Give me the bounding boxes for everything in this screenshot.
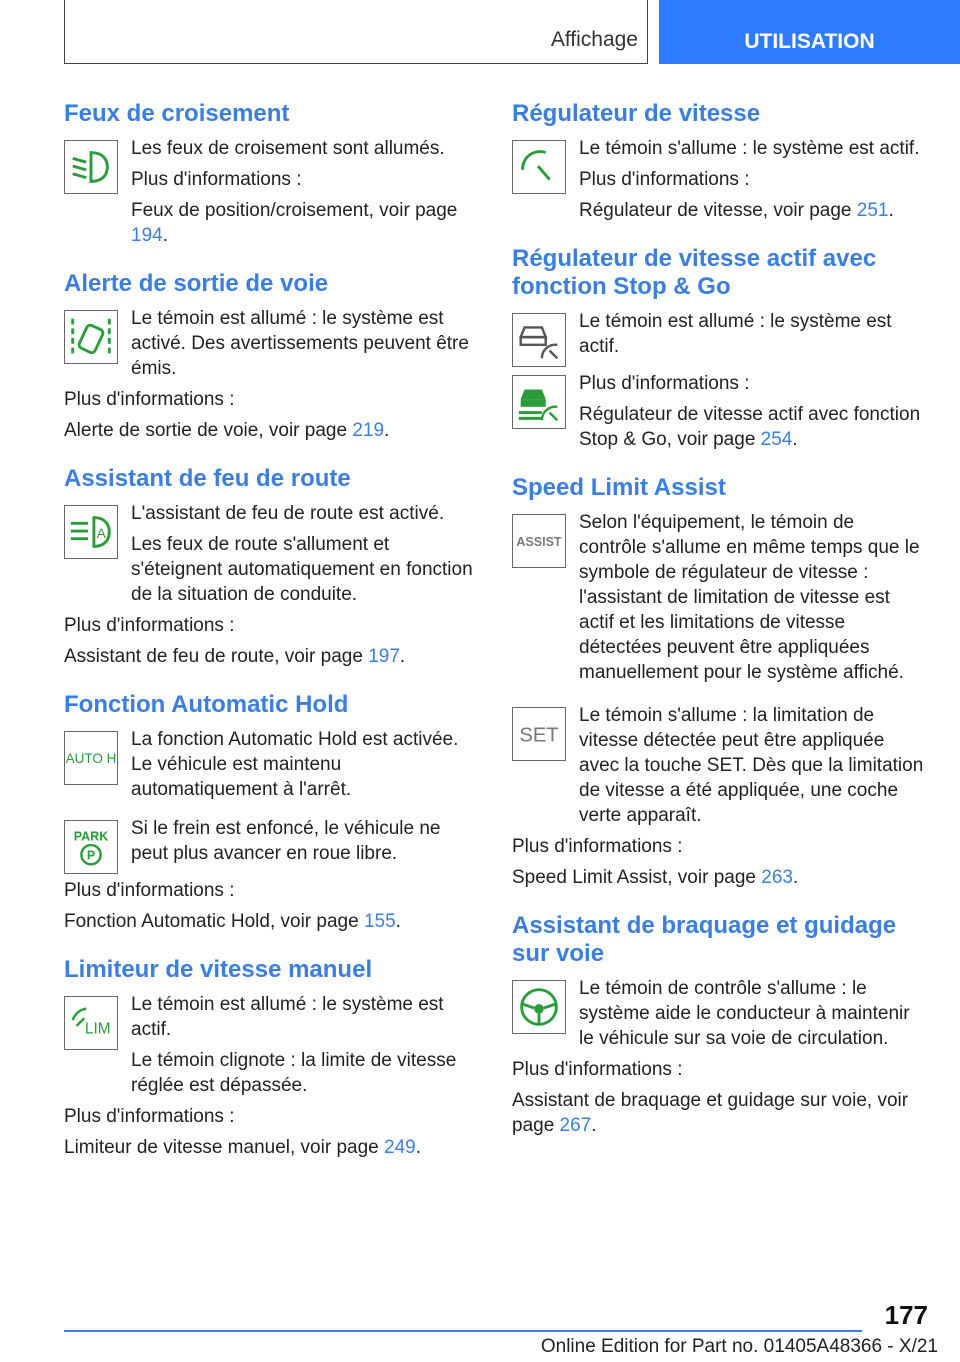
auto-hold-icon bbox=[64, 731, 118, 785]
section-title: Feux de croisement bbox=[64, 100, 290, 127]
footer-divider bbox=[64, 1330, 862, 1332]
indicator-row bbox=[512, 136, 924, 223]
header-tab[interactable]: UTILISATION bbox=[659, 0, 960, 64]
text: Plus d'informations : bbox=[512, 836, 683, 857]
section-title: Fonction Automatic Hold bbox=[64, 691, 349, 718]
page-number: 177 bbox=[884, 1300, 928, 1330]
text: Plus d'informations : bbox=[131, 169, 302, 190]
text bbox=[512, 1088, 924, 1138]
section-title: Assistant de feu de route bbox=[64, 465, 351, 492]
text: Plus d'informations : bbox=[64, 389, 235, 410]
page-link[interactable]: 263 bbox=[761, 867, 793, 888]
ref-text: Speed Limit Assist, voir page bbox=[512, 867, 762, 888]
indicator-row bbox=[512, 309, 924, 365]
header-section: Affichage bbox=[550, 28, 638, 51]
lane-departure-icon bbox=[64, 310, 118, 364]
page-link[interactable]: 249 bbox=[384, 1137, 416, 1158]
text: Le témoin de contrôle s'allume : le système aide le conducteur à maintenir le véhicule sur sa voie de circulation. bbox=[579, 978, 910, 1049]
indicator-row bbox=[64, 306, 476, 381]
text: Le témoin est allumé : le système est actif. bbox=[131, 994, 444, 1040]
assist-icon bbox=[512, 514, 566, 568]
text: Plus d'informations : bbox=[579, 169, 750, 190]
punct: . bbox=[399, 646, 406, 667]
text: Le témoin est allumé : le système est actif. bbox=[579, 311, 892, 357]
text: Le témoin s'allume : la limitation de vitesse détectée peut être appliquée avec la touche SET. Dès que la limitation de vitesse a été appliquée, une coche verte apparaît. bbox=[579, 705, 924, 826]
page-link[interactable]: 155 bbox=[363, 911, 396, 932]
icon-label: SET bbox=[519, 724, 559, 747]
limiter-icon bbox=[64, 996, 118, 1050]
section-title: Speed Limit Assist bbox=[512, 474, 726, 501]
text: La fonction Automatic Hold est activée. Le véhicule est maintenu automatiquement à l'arrêt. bbox=[131, 729, 459, 800]
ref-text: Limiteur de vitesse manuel, voir page bbox=[64, 1137, 384, 1158]
page-link[interactable]: 197 bbox=[368, 646, 400, 667]
punct: . bbox=[792, 429, 798, 450]
icon-label: PARK bbox=[73, 829, 109, 844]
text: Plus d'informations : bbox=[64, 880, 235, 901]
text bbox=[64, 418, 476, 443]
park-icon bbox=[64, 820, 118, 874]
ref-text: Assistant de braquage et guidage sur voie, voir page bbox=[512, 1090, 909, 1136]
ref-text: Feux de position/croisement, voir page bbox=[131, 200, 458, 221]
acc-stop-go-icon bbox=[512, 313, 566, 367]
icon-label: AUTO H bbox=[65, 750, 117, 766]
text: Le témoin clignote : la limite de vitesse réglée est dépassée. bbox=[131, 1050, 457, 1096]
page-link[interactable]: 254 bbox=[760, 429, 793, 450]
section-title: Limiteur de vitesse manuel bbox=[64, 956, 373, 983]
text: Selon l'équipement, le témoin de contrôle s'allume en même temps que le symbole de régulateur de vitesse : l'assistant de limitation de vitesse est actif et les limitations de vitesse détectées peuvent être appliquées manuellement pour le système affiché. bbox=[579, 512, 920, 683]
ref-text: Assistant de feu de route, voir page bbox=[64, 646, 369, 667]
text: Plus d'informations : bbox=[579, 373, 750, 394]
text bbox=[579, 402, 924, 452]
section-feux-croisement bbox=[64, 100, 476, 248]
section-title: Régulateur de vitesse bbox=[512, 100, 761, 127]
text bbox=[64, 909, 476, 934]
icon-label: ASSIST bbox=[516, 534, 562, 549]
section-regulateur-vitesse bbox=[512, 100, 924, 223]
ref-text: Fonction Automatic Hold, voir page bbox=[64, 911, 364, 932]
text bbox=[131, 198, 476, 248]
left-column bbox=[64, 100, 476, 1182]
indicator-row bbox=[64, 816, 476, 872]
indicator-row bbox=[64, 992, 476, 1098]
ref-text: Régulateur de vitesse actif avec fonction Stop & Go, voir page bbox=[579, 404, 921, 450]
section-title: Régulateur de vitesse actif avec fonction Stop & Go bbox=[512, 245, 877, 300]
section-speed-limit-assist bbox=[512, 474, 924, 890]
punct: . bbox=[384, 420, 390, 441]
icon-label: LIM bbox=[84, 1020, 111, 1038]
indicator-row bbox=[512, 976, 924, 1051]
text bbox=[512, 865, 924, 890]
footer-edition: Online Edition for Part no. 01405A48366 - X/21 bbox=[540, 1336, 938, 1357]
icon-label: P bbox=[86, 848, 96, 863]
text bbox=[579, 198, 924, 223]
text: Si le frein est enfoncé, le véhicule ne peut plus avancer en roue libre. bbox=[131, 818, 441, 864]
text: Plus d'informations : bbox=[512, 1059, 683, 1080]
page-link[interactable]: 219 bbox=[352, 420, 385, 441]
section-steering-assist bbox=[512, 912, 924, 1138]
punct: . bbox=[888, 200, 894, 221]
section-acc-stop-go bbox=[512, 245, 924, 452]
punct: . bbox=[415, 1137, 421, 1158]
ref-text: Régulateur de vitesse, voir page bbox=[579, 200, 857, 221]
indicator-row bbox=[512, 510, 924, 685]
indicator-row bbox=[512, 703, 924, 828]
text: Plus d'informations : bbox=[64, 615, 235, 636]
cruise-control-icon bbox=[512, 140, 566, 194]
section-assistant-feu-route bbox=[64, 465, 476, 669]
section-title: Assistant de braquage et guidage sur voie bbox=[512, 912, 897, 967]
section-alerte-sortie-voie bbox=[64, 270, 476, 443]
punct: . bbox=[395, 911, 401, 932]
text bbox=[64, 1135, 476, 1160]
page-link[interactable]: 251 bbox=[856, 200, 889, 221]
right-column bbox=[512, 100, 924, 1160]
text: Les feux de route s'allument et s'éteignent automatiquement en fonction de la situation de conduite. bbox=[131, 534, 473, 605]
indicator-row bbox=[64, 727, 476, 802]
punct: . bbox=[591, 1115, 597, 1136]
page-link[interactable]: 194 bbox=[131, 225, 163, 246]
section-automatic-hold bbox=[64, 691, 476, 934]
page-link[interactable]: 267 bbox=[559, 1115, 592, 1136]
punct: . bbox=[162, 225, 168, 246]
text: Plus d'informations : bbox=[64, 1106, 235, 1127]
text: Le témoin s'allume : le système est actif. bbox=[579, 138, 920, 159]
section-title: Alerte de sortie de voie bbox=[64, 270, 329, 297]
ref-text: Alerte de sortie de voie, voir page bbox=[64, 420, 353, 441]
low-beam-icon bbox=[64, 140, 118, 194]
steering-assist-icon bbox=[512, 980, 566, 1034]
text: L'assistant de feu de route est activé. bbox=[131, 503, 445, 524]
set-icon bbox=[512, 707, 566, 761]
text bbox=[64, 644, 476, 669]
indicator-row bbox=[64, 136, 476, 248]
punct: . bbox=[792, 867, 799, 888]
section-limiteur-vitesse bbox=[64, 956, 476, 1160]
text: Les feux de croisement sont allumés. bbox=[131, 138, 445, 159]
text: Le témoin est allumé : le système est activé. Des avertissements peuvent être émis. bbox=[131, 308, 469, 379]
acc-stop-go-green-icon bbox=[512, 375, 566, 429]
high-beam-assist-icon bbox=[64, 505, 118, 559]
indicator-row bbox=[512, 371, 924, 452]
svg-text:A: A bbox=[96, 525, 106, 541]
indicator-row bbox=[64, 501, 476, 607]
